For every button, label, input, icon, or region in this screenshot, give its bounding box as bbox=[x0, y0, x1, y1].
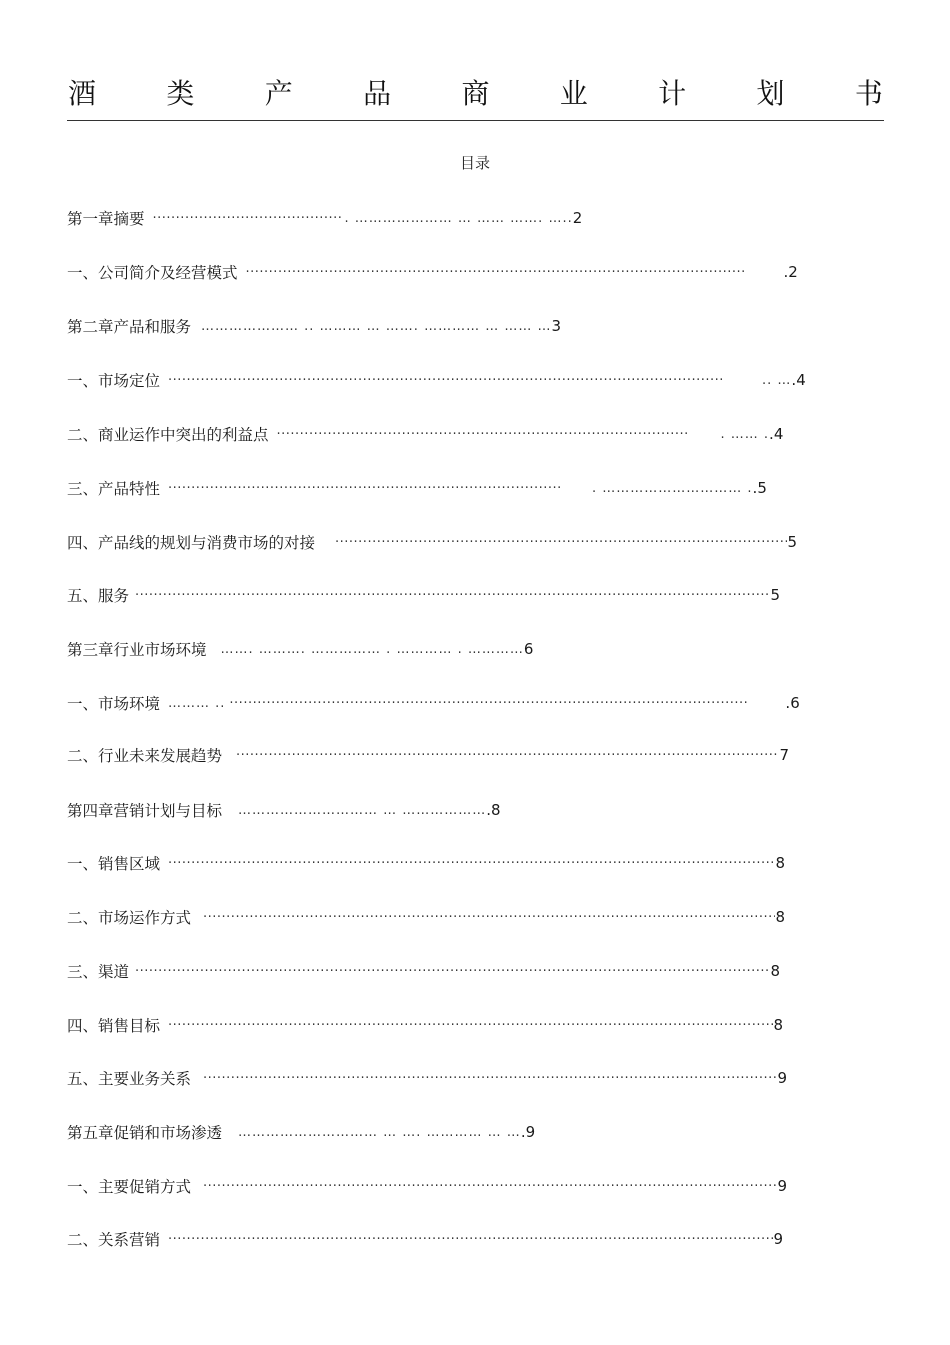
toc-entry[interactable] bbox=[67, 904, 785, 930]
toc-trail: ……. ………. …………… . ………… . ………… bbox=[220, 641, 524, 657]
toc-page-number: .6 bbox=[785, 694, 800, 712]
toc-page-number: 8 bbox=[770, 962, 780, 980]
toc-page-number: 7 bbox=[779, 746, 789, 764]
toc-entry-label: 一、市场环境 bbox=[67, 695, 161, 713]
toc-trail: ………………… .. ……… … ……. ………… … …… … bbox=[201, 318, 552, 334]
title-char: 品 bbox=[363, 77, 392, 110]
toc-page-number: 2 bbox=[572, 209, 583, 227]
toc-entry[interactable] bbox=[67, 690, 832, 716]
toc-trail: .. … bbox=[762, 372, 792, 388]
toc-dot-leader bbox=[246, 265, 746, 280]
toc-page-number: 8 bbox=[775, 854, 785, 872]
toc-entry-label: 二、市场运作方式 bbox=[67, 909, 192, 927]
toc-entry-label: 第四章营销计划与目标 bbox=[67, 802, 223, 820]
toc-entry-chapter-1[interactable] bbox=[67, 205, 649, 231]
toc-page-number: 5 bbox=[787, 533, 797, 551]
toc-trail: . ………………… … …… ……. ….. bbox=[344, 210, 573, 226]
toc-heading: 目录 bbox=[459, 154, 490, 172]
toc-entry[interactable] bbox=[67, 850, 785, 876]
document-title bbox=[68, 70, 883, 118]
title-char: 划 bbox=[756, 77, 785, 110]
toc-entry-label: 二、行业未来发展趋势 bbox=[67, 747, 223, 765]
toc-entry[interactable] bbox=[67, 742, 789, 768]
toc-entry-label: 一、市场定位 bbox=[67, 372, 161, 390]
toc-page-number: 8 bbox=[773, 1016, 783, 1034]
toc-dot-leader bbox=[168, 373, 724, 388]
toc-entry[interactable] bbox=[67, 1012, 783, 1038]
toc-entry[interactable] bbox=[67, 475, 827, 501]
toc-trail: . ………………………… . bbox=[592, 480, 753, 496]
toc-entry-chapter-4[interactable] bbox=[67, 797, 632, 823]
toc-dot-leader bbox=[203, 910, 775, 925]
toc-entry[interactable] bbox=[67, 1065, 787, 1091]
toc-entry-label: 二、商业运作中突出的利益点 bbox=[67, 426, 269, 444]
toc-dot-leader bbox=[135, 588, 770, 603]
toc-entry-label: 第一章摘要 bbox=[67, 210, 145, 228]
toc-dot-leader bbox=[168, 856, 775, 871]
toc-dot-leader bbox=[153, 211, 343, 226]
toc-entry-label: 第二章产品和服务 bbox=[67, 318, 192, 336]
toc-entry-label: 五、主要业务关系 bbox=[67, 1070, 192, 1088]
toc-page-number: 9 bbox=[773, 1230, 783, 1248]
toc-trail: ……… .. bbox=[168, 695, 226, 711]
toc-entry[interactable] bbox=[67, 259, 830, 285]
toc-page-number: 3 bbox=[551, 317, 562, 335]
title-divider bbox=[67, 120, 884, 121]
toc-entry-chapter-2[interactable] bbox=[67, 313, 657, 339]
title-char: 业 bbox=[559, 77, 588, 110]
toc-entry-label: 一、销售区域 bbox=[67, 855, 161, 873]
toc-page-number: 5 bbox=[770, 586, 780, 604]
toc-entry-label: 一、主要促销方式 bbox=[67, 1178, 192, 1196]
toc-entry-chapter-5[interactable] bbox=[67, 1119, 647, 1145]
toc-page-number: .9 bbox=[520, 1123, 536, 1141]
toc-page-number: .4 bbox=[769, 425, 784, 443]
title-char: 酒 bbox=[68, 77, 97, 110]
toc-trail: . …… . bbox=[720, 426, 770, 442]
toc-dot-leader bbox=[236, 748, 779, 763]
toc-entry-label: 第五章促销和市场渗透 bbox=[67, 1124, 223, 1142]
toc-page-number: .8 bbox=[486, 801, 501, 819]
toc-entry-label: 一、公司简介及经营模式 bbox=[67, 264, 238, 282]
toc-entry[interactable] bbox=[67, 421, 827, 447]
toc-page-number: .2 bbox=[783, 263, 798, 281]
toc-entry-label: 四、销售目标 bbox=[67, 1017, 161, 1035]
toc-entry[interactable] bbox=[67, 1226, 783, 1252]
title-char: 类 bbox=[166, 77, 195, 110]
toc-page-number: 9 bbox=[777, 1177, 787, 1195]
title-char: 产 bbox=[264, 77, 293, 110]
toc-dot-leader bbox=[203, 1179, 777, 1194]
toc-entry[interactable] bbox=[67, 958, 780, 984]
toc-entry-label: 四、产品线的规划与消费市场的对接 bbox=[67, 534, 316, 552]
toc-dot-leader bbox=[135, 964, 770, 979]
toc-page-number: 6 bbox=[523, 640, 534, 658]
toc-page-number: .4 bbox=[791, 371, 806, 389]
toc-entry[interactable] bbox=[67, 1173, 787, 1199]
toc-dot-leader bbox=[168, 481, 562, 496]
toc-entry-label: 第三章行业市场环境 bbox=[67, 641, 207, 659]
toc-trail: ………………………… … …. ………… … … bbox=[238, 1124, 521, 1140]
toc-dot-leader bbox=[277, 427, 689, 442]
toc-page-number: .5 bbox=[752, 479, 767, 497]
toc-page-number: 8 bbox=[775, 908, 785, 926]
toc-entry-label: 五、服务 bbox=[67, 587, 130, 605]
toc-dot-leader bbox=[335, 535, 787, 550]
toc-entry[interactable] bbox=[67, 367, 832, 393]
toc-entry-label: 三、渠道 bbox=[67, 963, 130, 981]
toc-entry-label: 三、产品特性 bbox=[67, 480, 161, 498]
title-char: 商 bbox=[461, 77, 490, 110]
toc-entry[interactable] bbox=[67, 582, 780, 608]
toc-page-number: 9 bbox=[777, 1069, 787, 1087]
title-char: 计 bbox=[658, 77, 687, 110]
title-char: 书 bbox=[854, 77, 883, 110]
toc-dot-leader bbox=[203, 1071, 777, 1086]
toc-entry[interactable] bbox=[67, 529, 797, 555]
toc-dot-leader bbox=[168, 1018, 773, 1033]
toc-entry-label: 二、关系营销 bbox=[67, 1231, 161, 1249]
toc-trail: ………………………… … ……………… bbox=[238, 802, 487, 818]
toc-entry-chapter-3[interactable] bbox=[67, 636, 627, 662]
toc-dot-leader bbox=[229, 696, 747, 711]
toc-dot-leader bbox=[168, 1232, 773, 1247]
